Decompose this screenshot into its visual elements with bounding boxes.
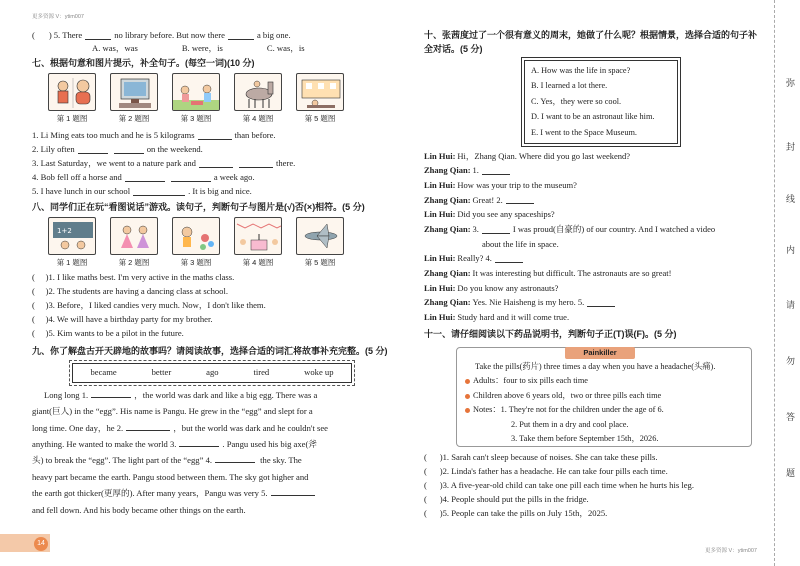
- answer-blank[interactable]: [114, 145, 144, 154]
- paren-close: ): [48, 29, 52, 40]
- sentence-text: 5. I have lunch in our school: [32, 186, 131, 196]
- bullet-icon: [465, 394, 470, 399]
- instruction-text: Adults：four to six pills each time: [473, 376, 588, 386]
- dialogue-line: [424, 178, 762, 193]
- sentence-text: on the weekend.: [146, 144, 203, 154]
- item-text: 1. I like maths best. I'm very active in the maths class.: [48, 272, 235, 283]
- sentence-4: [32, 170, 387, 184]
- word-bank-item: better: [151, 367, 172, 378]
- option-b: B. were，is: [181, 43, 223, 54]
- illustration-school-dining: [296, 73, 344, 111]
- q5-options: [32, 42, 387, 55]
- bullet-icon: [465, 408, 470, 413]
- story-text: ，the world was dark and like a big egg. There was a: [134, 389, 318, 400]
- section-10-title: 十、张茜度过了一个很有意义的周末，她做了什么呢？根据情景，选择合适的句子补全对话。(5 分): [424, 30, 758, 54]
- answer-blank[interactable]: [482, 166, 510, 175]
- illustration-dancing: [110, 217, 158, 255]
- instruction-line: 2. Put them in a dry and cool place.: [511, 419, 629, 429]
- illustration-tv: [110, 73, 158, 111]
- illustration-picnic: [172, 73, 220, 111]
- speaker: Lin Hui:: [424, 179, 456, 190]
- option-a: A. was，was: [92, 43, 138, 54]
- picture-2: [108, 73, 160, 123]
- instruction-line: [465, 403, 743, 418]
- picture-4: [232, 217, 284, 267]
- speaker: Zhang Qian:: [424, 297, 471, 308]
- illustration-party: [234, 217, 282, 255]
- line-text: It was interesting but difficult. The astronauts are so great!: [472, 268, 672, 279]
- item-text: 2. The students are having a dancing class at school.: [48, 286, 229, 297]
- instruction-line: [465, 389, 743, 404]
- item-text: 4. We will have a birthday party for my brother.: [48, 314, 213, 325]
- svg-text:1+2: 1+2: [57, 227, 72, 236]
- q5-text-c: a big one.: [256, 29, 291, 40]
- line-text: Really? 4.: [457, 253, 492, 264]
- speaker: Lin Hui:: [424, 209, 456, 220]
- dialogue-line: [424, 237, 762, 252]
- answer-blank[interactable]: [85, 31, 111, 40]
- section-11-title: 十一、请仔细阅读以下药品说明书，判断句子正(T)误(F)。(5 分): [424, 328, 677, 339]
- story-text: the sky. The: [258, 455, 302, 466]
- binding-char: 答: [786, 412, 796, 422]
- item-text: 2. Linda's father has a headache. He can take four pills each time.: [442, 466, 668, 477]
- dialogue-line: [424, 149, 762, 164]
- section-9-title: 九、你了解盘古开天辟地的故事吗？请阅读故事，选择合适的词汇将故事补充完整。(5 分): [32, 345, 388, 356]
- answer-blank[interactable]: [78, 145, 108, 154]
- judge-item: [32, 271, 387, 285]
- section-8-title: 八、同学们正在玩“看图说话”游戏。读句子，判断句子与图片是(√)否(×)相符。(5 分): [32, 202, 365, 213]
- judge-item: [424, 507, 762, 521]
- answer-blank[interactable]: [91, 389, 131, 398]
- dialogue-line: [424, 266, 762, 281]
- story-text: anything. He wanted to make the world: [32, 438, 170, 449]
- judge-item: [424, 451, 762, 465]
- section-7-pictures: [32, 73, 387, 123]
- instruction-line: [465, 374, 743, 389]
- judge-item: [424, 465, 762, 479]
- illustration-maths-class: [48, 217, 96, 255]
- picture-2: [108, 217, 160, 267]
- binding-char: 请: [786, 300, 796, 310]
- q5-line: [32, 28, 387, 42]
- line-text: 3.: [472, 223, 479, 234]
- judge-item: [424, 479, 762, 493]
- picture-caption: 第 2 题图: [118, 114, 150, 123]
- option-line: E. I went to the Space Museum.: [531, 127, 637, 137]
- answer-blank[interactable]: [198, 131, 232, 140]
- picture-caption: 第 4 题图: [242, 114, 274, 123]
- judge-item: [424, 493, 762, 507]
- picture-caption: 第 5 题图: [304, 114, 336, 123]
- item-text: 4. People should put the pills in the fridge.: [442, 494, 589, 505]
- speaker: Lin Hui:: [424, 282, 456, 293]
- picture-3: [170, 73, 222, 123]
- line-text: Hi，Zhang Qian. Where did you go last weekend?: [457, 150, 631, 161]
- option-c: C. was，is: [266, 43, 305, 54]
- binding-char: 弥: [786, 78, 796, 88]
- answer-blank[interactable]: [199, 159, 233, 168]
- dialogue-line: [424, 163, 762, 178]
- paren-open: (: [32, 29, 35, 40]
- dialogue-options: [524, 60, 678, 144]
- pangu-story: [32, 387, 387, 518]
- answer-blank[interactable]: [133, 187, 185, 196]
- answer-blank[interactable]: [228, 31, 254, 40]
- picture-5: [294, 217, 346, 267]
- section-8-items: [32, 271, 387, 341]
- dialogue: [424, 149, 762, 325]
- judge-item: [32, 313, 387, 327]
- speaker: Zhang Qian:: [424, 223, 471, 234]
- picture-caption: 第 4 题图: [242, 258, 274, 268]
- blank-number: 4.: [205, 455, 213, 466]
- illustration-candies: [172, 217, 220, 255]
- illustration-overeating: [48, 73, 96, 111]
- dialogue-line: [424, 281, 762, 296]
- line-text: I was proud(自豪的) of our country. And I watched a video: [512, 223, 716, 234]
- sentence-1: [32, 128, 387, 142]
- line-text: Study hard and it will come true.: [457, 312, 570, 323]
- option-line: C. Yes，they were so cool.: [531, 96, 622, 106]
- answer-paren[interactable]: ( ): [424, 494, 443, 505]
- sentence-text: there.: [275, 158, 296, 168]
- line-text: Did you see any spaceships?: [457, 209, 555, 220]
- sentence-text: 3. Last Saturday，we went to a nature park and: [32, 158, 196, 168]
- page-number-tab: [0, 534, 50, 552]
- answer-blank[interactable]: [587, 298, 615, 307]
- answer-paren[interactable]: ( ): [32, 314, 49, 325]
- right-column: [424, 28, 762, 521]
- story-text: Long long: [44, 389, 82, 400]
- answer-paren[interactable]: ( ): [424, 466, 443, 477]
- story-text: . Pangu used his big axe(斧: [222, 438, 317, 449]
- answer-paren[interactable]: ( ): [424, 480, 443, 491]
- item-text: 3. A five-year-old child can take one pill each time when he hurts his leg.: [442, 480, 694, 491]
- story-text: and fell down. And his body became other things on the earth.: [32, 504, 246, 515]
- story-text: giant(巨人) in the “egg”. His name is Pangu. He grew in the “egg” and slept for a: [32, 406, 313, 417]
- word-bank-item: woke up: [304, 367, 334, 378]
- answer-blank[interactable]: [482, 225, 510, 234]
- bullet-icon: [465, 379, 470, 384]
- binding-char: 勿: [786, 356, 796, 366]
- instruction-line: Take the pills(药片) three times a day when you have a headache(头痛).: [475, 361, 716, 371]
- medicine-instructions: [456, 347, 752, 447]
- answer-blank[interactable]: [495, 254, 523, 263]
- instruction-text: Children above 6 years old，two or three pills each time: [473, 390, 662, 400]
- binding-char: 线: [786, 194, 796, 204]
- answer-paren[interactable]: ( ): [424, 452, 443, 463]
- picture-4: [232, 73, 284, 123]
- story-text: 头) to break the “egg”. The light part of the “egg”: [32, 455, 206, 466]
- medicine-name-tag: Painkiller: [565, 347, 635, 359]
- picture-1: [46, 73, 98, 123]
- answer-blank[interactable]: [506, 195, 534, 204]
- answer-blank[interactable]: [271, 487, 315, 496]
- answer-paren[interactable]: ( ): [32, 300, 49, 311]
- option-line: A. How was the life in space?: [531, 65, 631, 75]
- item-text: 5. People can take the pills on July 15th，2025.: [442, 508, 608, 519]
- illustration-airplane: [296, 217, 344, 255]
- picture-1: [46, 217, 98, 267]
- speaker: Zhang Qian:: [424, 194, 471, 205]
- sentence-text: 1. Li Ming eats too much and he is 5 kilograms: [32, 130, 195, 140]
- answer-blank[interactable]: [179, 438, 219, 447]
- dialogue-line: [424, 251, 762, 266]
- dialogue-line: [424, 310, 762, 325]
- line-text: How was your trip to the museum?: [457, 179, 577, 190]
- answer-blank[interactable]: [125, 173, 165, 182]
- blank-number: 3.: [169, 438, 177, 449]
- answer-blank[interactable]: [239, 159, 273, 168]
- picture-3: [170, 217, 222, 267]
- speaker: Lin Hui:: [424, 150, 456, 161]
- sentence-text: . It is big and nice.: [188, 186, 252, 196]
- word-bank-item: tired: [253, 367, 270, 378]
- judge-item: [32, 327, 387, 341]
- blank-number: 5.: [261, 488, 268, 499]
- dialogue-line: [424, 207, 762, 222]
- q5-text-a: 5. There: [53, 29, 83, 40]
- section-7-title: 七、根据句意和图片提示，补全句子。(每空一词)(10 分): [32, 57, 255, 68]
- sentence-text: 2. Lily often: [32, 144, 75, 154]
- picture-caption: 第 1 题图: [56, 114, 88, 123]
- illustration-horse: [234, 73, 282, 111]
- line-text: 1.: [472, 165, 479, 176]
- sentence-text: a week ago.: [213, 172, 255, 182]
- answer-blank[interactable]: [215, 454, 255, 463]
- speaker: Lin Hui:: [424, 312, 456, 323]
- story-text: long time. One day，he: [32, 422, 117, 433]
- judge-item: [32, 299, 387, 313]
- header-watermark-left: 更多资源 V：ytim007: [32, 14, 84, 20]
- binding-char: 封: [786, 142, 796, 152]
- picture-5: [294, 73, 346, 123]
- sentence-text: 4. Bob fell off a horse and: [32, 172, 122, 182]
- section-8-pictures: [32, 217, 387, 267]
- dialogue-line: [424, 193, 762, 208]
- speaker: Lin Hui:: [424, 253, 456, 264]
- line-text: Yes. Nie Haisheng is my hero. 5.: [472, 297, 585, 308]
- line-text: about the life in space.: [482, 238, 559, 249]
- speaker: Zhang Qian:: [424, 268, 471, 279]
- instruction-line: 3. Take them before September 15th，2026.: [511, 434, 659, 444]
- item-text: 3. Before，I liked candies very much. Now，I don't like them.: [48, 300, 266, 311]
- item-text: 1. Sarah can't sleep because of noises. She can take these pills.: [442, 452, 658, 463]
- item-text: 5. Kim wants to be a pilot in the future.: [48, 328, 184, 339]
- option-line: B. I learned a lot there.: [531, 81, 608, 91]
- page-number: 14: [34, 537, 48, 551]
- answer-blank[interactable]: [126, 422, 170, 431]
- answer-paren[interactable]: ( ): [32, 328, 49, 339]
- story-text: heavy part became the earth. Pangu stood between them. The sky got higher and: [32, 471, 309, 482]
- section-11-items: [424, 451, 762, 521]
- word-bank-item: ago: [206, 367, 219, 378]
- answer-paren[interactable]: ( ): [32, 272, 49, 283]
- line-text: Do you know any astronauts?: [457, 282, 559, 293]
- q5-text-b: no library before. But now there: [114, 29, 225, 40]
- picture-caption: 第 1 题图: [56, 258, 88, 268]
- line-text: Great! 2.: [472, 194, 503, 205]
- story-text: ，but the world was dark and he couldn't see: [173, 422, 328, 433]
- footer-watermark-right: 更多资源 V：ytim007: [705, 548, 757, 554]
- binding-char: 内: [786, 245, 796, 255]
- answer-paren[interactable]: ( ): [424, 508, 443, 519]
- binding-char: 题: [786, 468, 796, 478]
- sentence-3: [32, 156, 387, 170]
- sentence-text: than before.: [234, 130, 276, 140]
- blank-number: 2.: [116, 422, 124, 433]
- dialogue-line: [424, 222, 762, 237]
- sentence-5: [32, 184, 387, 198]
- left-column: [32, 28, 387, 518]
- answer-paren[interactable]: ( ): [32, 286, 49, 297]
- answer-blank[interactable]: [171, 173, 211, 182]
- dialogue-line: [424, 295, 762, 310]
- blank-number: 1.: [81, 389, 89, 400]
- picture-caption: 第 2 题图: [118, 258, 150, 268]
- picture-caption: 第 5 题图: [304, 258, 336, 268]
- instruction-text: Notes：1. They're not for the children under the age of 6.: [473, 405, 664, 415]
- sentence-2: [32, 142, 387, 156]
- binding-line: [774, 0, 775, 566]
- story-text: the earth got thicker(更厚的). After many years，Pangu was very: [32, 488, 262, 499]
- option-line: D. I want to be an astronaut like him.: [531, 112, 655, 122]
- judge-item: [32, 285, 387, 299]
- word-bank: [72, 363, 352, 383]
- picture-caption: 第 3 题图: [180, 258, 212, 268]
- speaker: Zhang Qian:: [424, 165, 471, 176]
- word-bank-item: became: [90, 367, 117, 378]
- picture-caption: 第 3 题图: [180, 114, 212, 123]
